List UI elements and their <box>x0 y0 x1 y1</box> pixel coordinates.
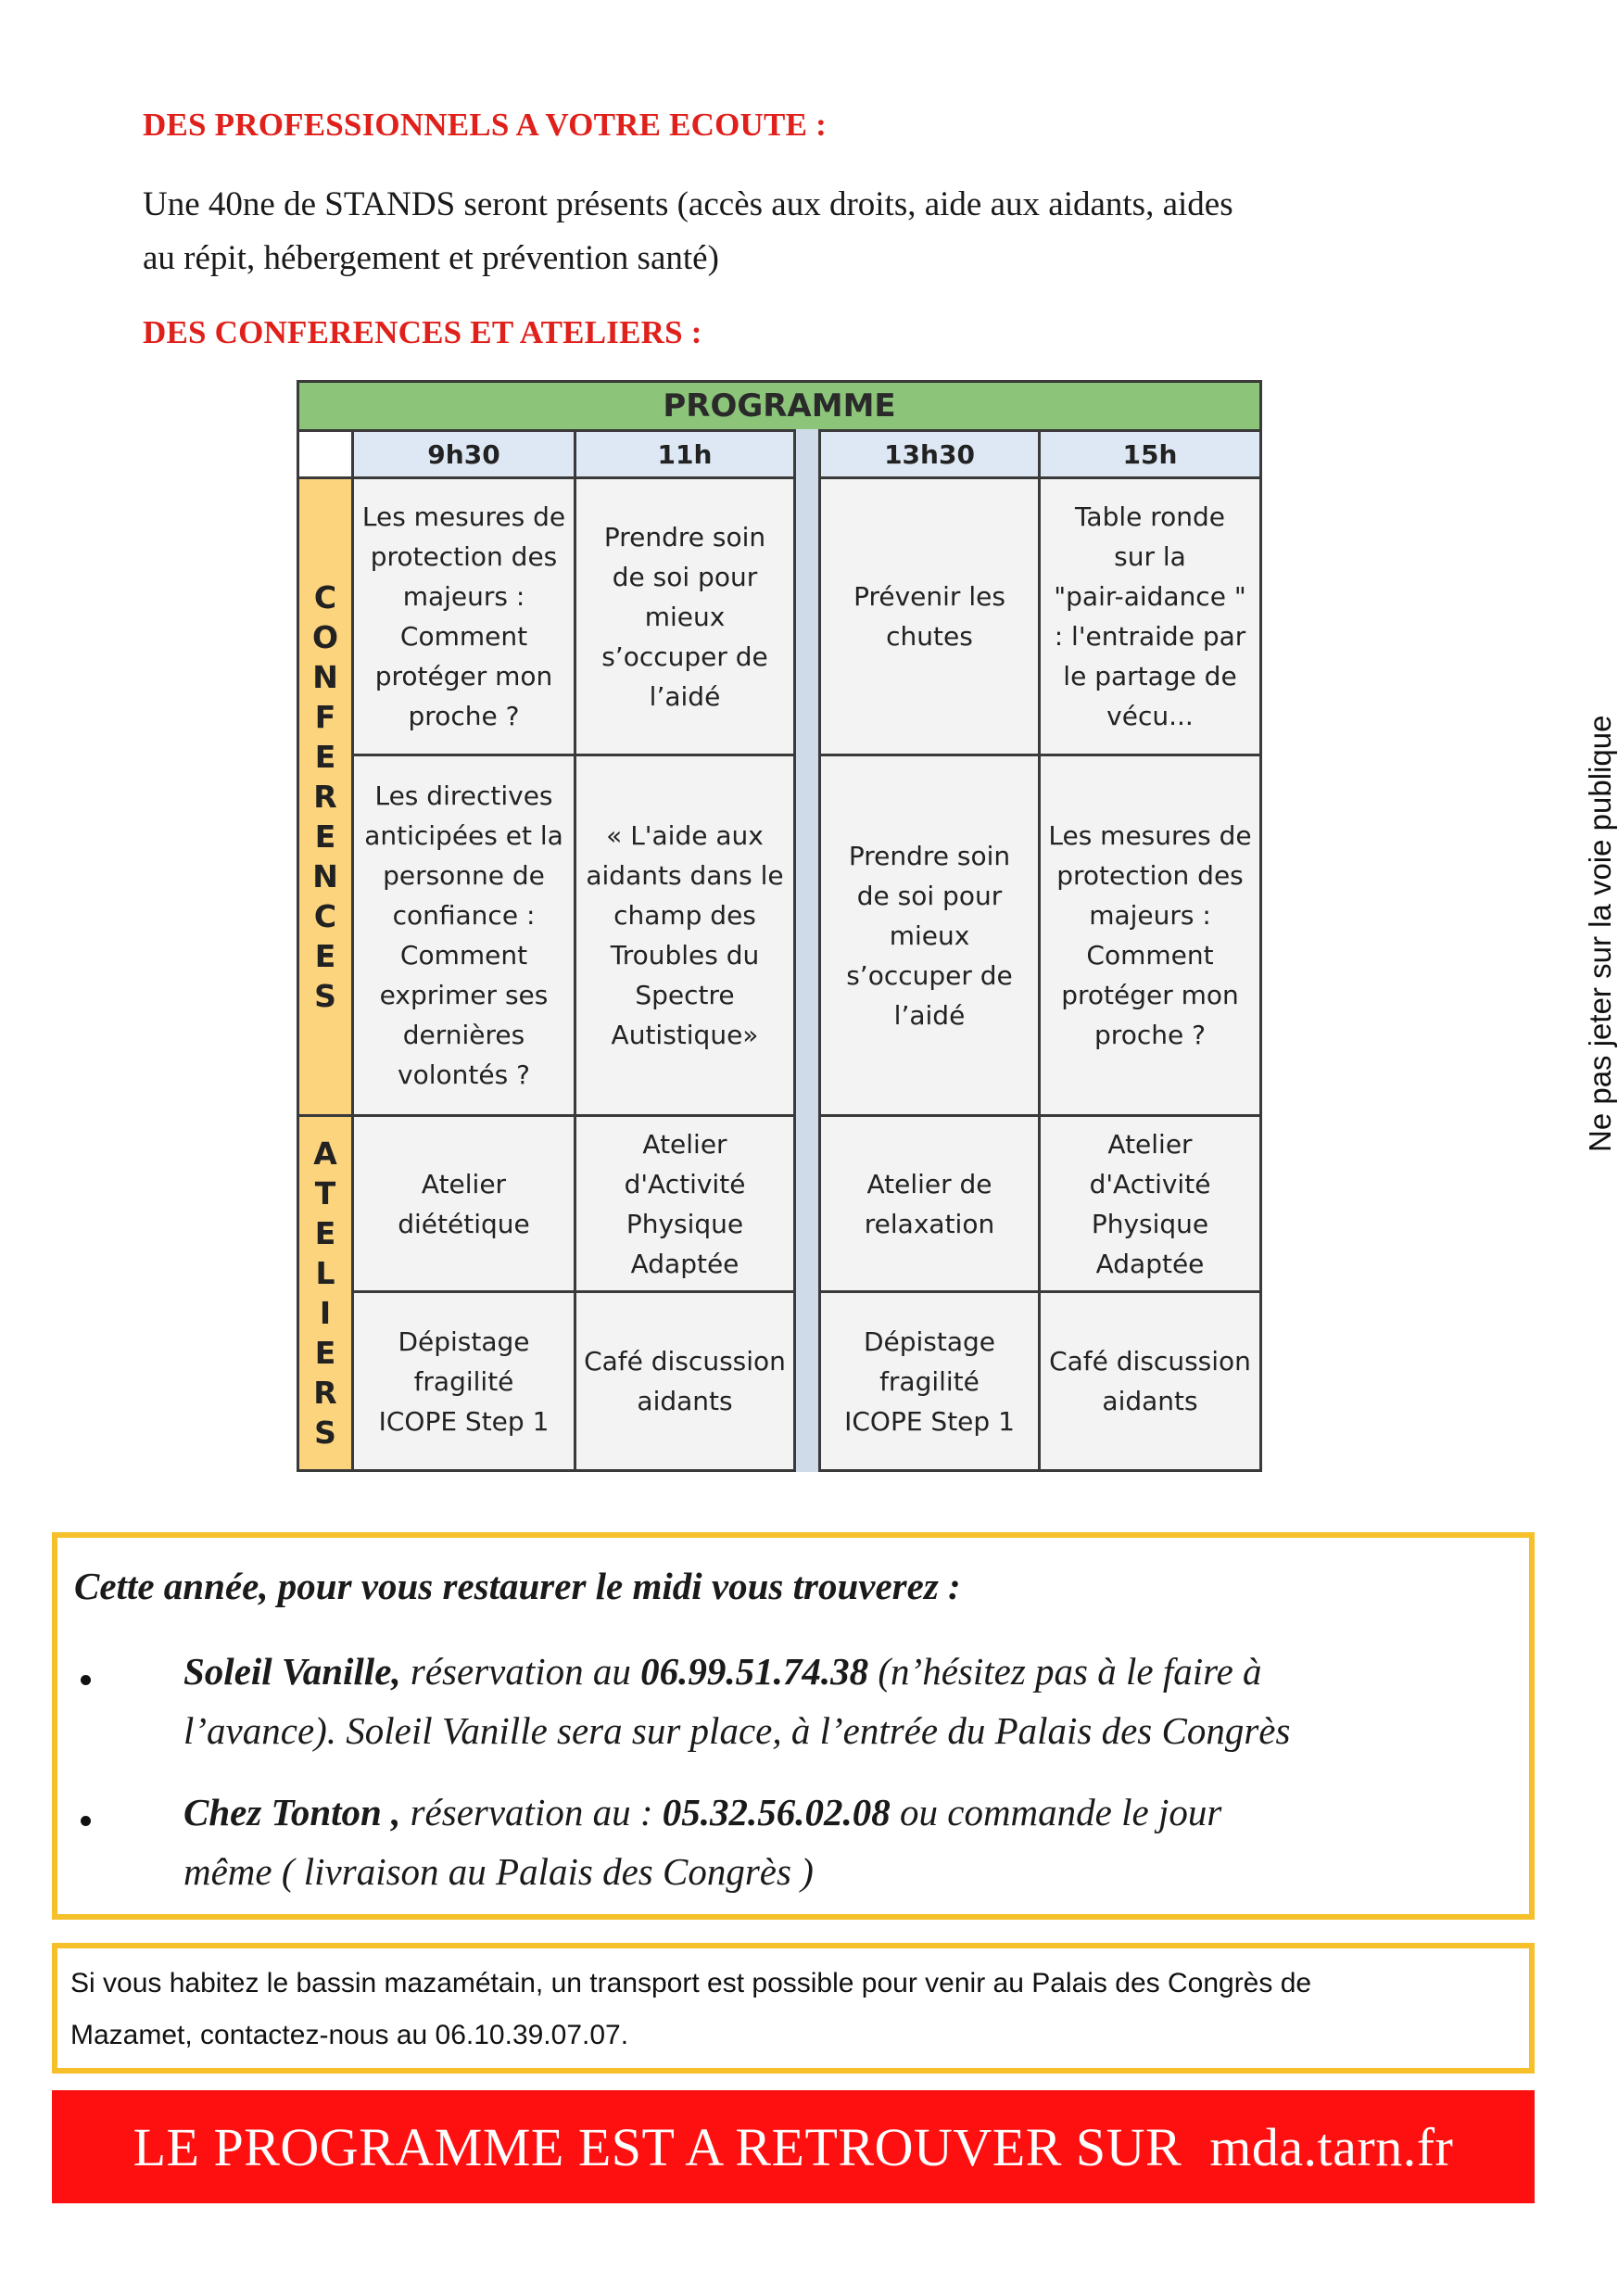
restau-item-1-phone: 06.99.51.74.38 <box>640 1650 869 1693</box>
heading-conferences: DES CONFERENCES ET ATELIERS : <box>143 314 702 350</box>
restau-item-2-name: Chez Tonton , <box>183 1791 401 1833</box>
conf-9h30-1: Les mesures de protection des majeurs : Comment protéger mon proche ? <box>351 476 576 756</box>
restau-item-2-phone: 05.32.56.02.08 <box>662 1791 891 1833</box>
side-letter: E <box>314 818 336 855</box>
conf-13h30-2: Prendre soin de soi pour mieux s’occuper de l’aidé <box>818 754 1041 1117</box>
time-15h: 15h <box>1038 429 1262 479</box>
side-letter: E <box>314 1215 336 1251</box>
conf-11h-1: Prendre soin de soi pour mieux s’occuper de l’aidé <box>574 476 796 756</box>
conf-15h-2: Les mesures de protection des majeurs : Comment protéger mon proche ? <box>1038 754 1262 1117</box>
atel-13h30-1: Atelier de relaxation <box>818 1114 1041 1293</box>
programme-table <box>297 380 1262 1472</box>
transport-text <box>70 1958 1311 2061</box>
transport-line-2: Mazamet, contactez-nous au 06.10.39.07.07. <box>70 2020 629 2050</box>
restau-item-2-mid: réservation au : <box>400 1791 663 1833</box>
conf-15h-1: Table ronde sur la "pair-aidance " : l'entraide par le partage de vécu... <box>1038 476 1262 756</box>
side-letter: F <box>314 699 336 735</box>
side-letter: N <box>312 858 338 894</box>
transport-line-1: Si vous habitez le bassin mazamétain, un transport est possible pour venir au Palais des Congrès de <box>70 1968 1312 1998</box>
bullet-icon <box>81 1816 91 1826</box>
atel-13h30-2: Dépistage fragilité ICOPE Step 1 <box>818 1290 1041 1472</box>
programme-banner: LE PROGRAMME EST A RETROUVER SUR mda.tarn.fr <box>52 2090 1535 2203</box>
side-label-conferences <box>297 476 354 1117</box>
conf-9h30-2: Les directives anticipées et la personne de confiance : Comment exprimer ses dernières volontés ? <box>351 754 576 1117</box>
side-letter: E <box>314 1335 336 1371</box>
restau-item-2-line-2: même ( livraison au Palais des Congrès ) <box>183 1850 814 1893</box>
restau-item-1-name: Soleil Vanille, <box>183 1650 401 1693</box>
atel-11h-1: Atelier d'Activité Physique Adaptée <box>574 1114 796 1293</box>
atel-9h30-2: Dépistage fragilité ICOPE Step 1 <box>351 1290 576 1472</box>
time-11h: 11h <box>574 429 796 479</box>
side-letter: E <box>314 938 336 974</box>
side-letter: S <box>314 1414 336 1451</box>
time-9h30: 9h30 <box>351 429 576 479</box>
side-letter: S <box>314 978 336 1014</box>
conf-11h-2: « L'aide aux aidants dans le champ des Troubles du Spectre Autistique» <box>574 754 796 1117</box>
restau-item-1-line-1 <box>183 1642 1262 1701</box>
restau-item-2-tail: ou commande le jour <box>890 1791 1222 1833</box>
restau-item-1-line-2: l’avance). Soleil Vanille sera sur place, à l’entrée du Palais des Congrès <box>183 1709 1291 1752</box>
corner-cell <box>297 429 354 479</box>
restau-item-2-line-1 <box>183 1782 1221 1842</box>
restauration-box <box>52 1532 1535 1920</box>
side-letter: C <box>313 579 337 615</box>
heading-professionnels: DES PROFESSIONNELS A VOTRE ECOUTE : <box>143 107 827 143</box>
side-letter: E <box>314 739 336 775</box>
transport-box <box>52 1943 1535 2074</box>
side-letter: R <box>313 779 337 815</box>
atel-15h-2: Café discussion aidants <box>1038 1290 1262 1472</box>
side-letter: T <box>314 1175 336 1211</box>
intro-line-1: Une 40ne de STANDS seront présents (accès aux droits, aide aux aidants, aides <box>143 185 1233 223</box>
lunch-separator <box>793 429 821 1472</box>
side-letter: N <box>312 659 338 695</box>
time-13h30: 13h30 <box>818 429 1041 479</box>
atel-9h30-1: Atelier diététique <box>351 1114 576 1293</box>
restau-item-1-tail: (n’hésitez pas à le faire à <box>868 1650 1262 1693</box>
bullet-icon <box>81 1675 91 1685</box>
side-letter: O <box>311 619 339 655</box>
side-letter: C <box>313 898 337 934</box>
side-letter: I <box>319 1295 332 1331</box>
restau-item-1-mid: réservation au <box>400 1650 641 1693</box>
side-letter: L <box>315 1255 335 1291</box>
atel-11h-2: Café discussion aidants <box>574 1290 796 1472</box>
vertical-note: Ne pas jeter sur la voie publique <box>1583 715 1617 1152</box>
intro-paragraph <box>143 178 1233 285</box>
intro-line-2: au répit, hébergement et prévention santé) <box>143 239 719 277</box>
restauration-title: Cette année, pour vous restaurer le midi vous trouverez : <box>74 1565 961 1607</box>
conf-13h30-1: Prévenir les chutes <box>818 476 1041 756</box>
programme-title: PROGRAMME <box>297 380 1262 432</box>
side-letter: R <box>313 1375 337 1411</box>
side-label-ateliers <box>297 1114 354 1472</box>
side-letter: A <box>313 1135 337 1172</box>
atel-15h-1: Atelier d'Activité Physique Adaptée <box>1038 1114 1262 1293</box>
